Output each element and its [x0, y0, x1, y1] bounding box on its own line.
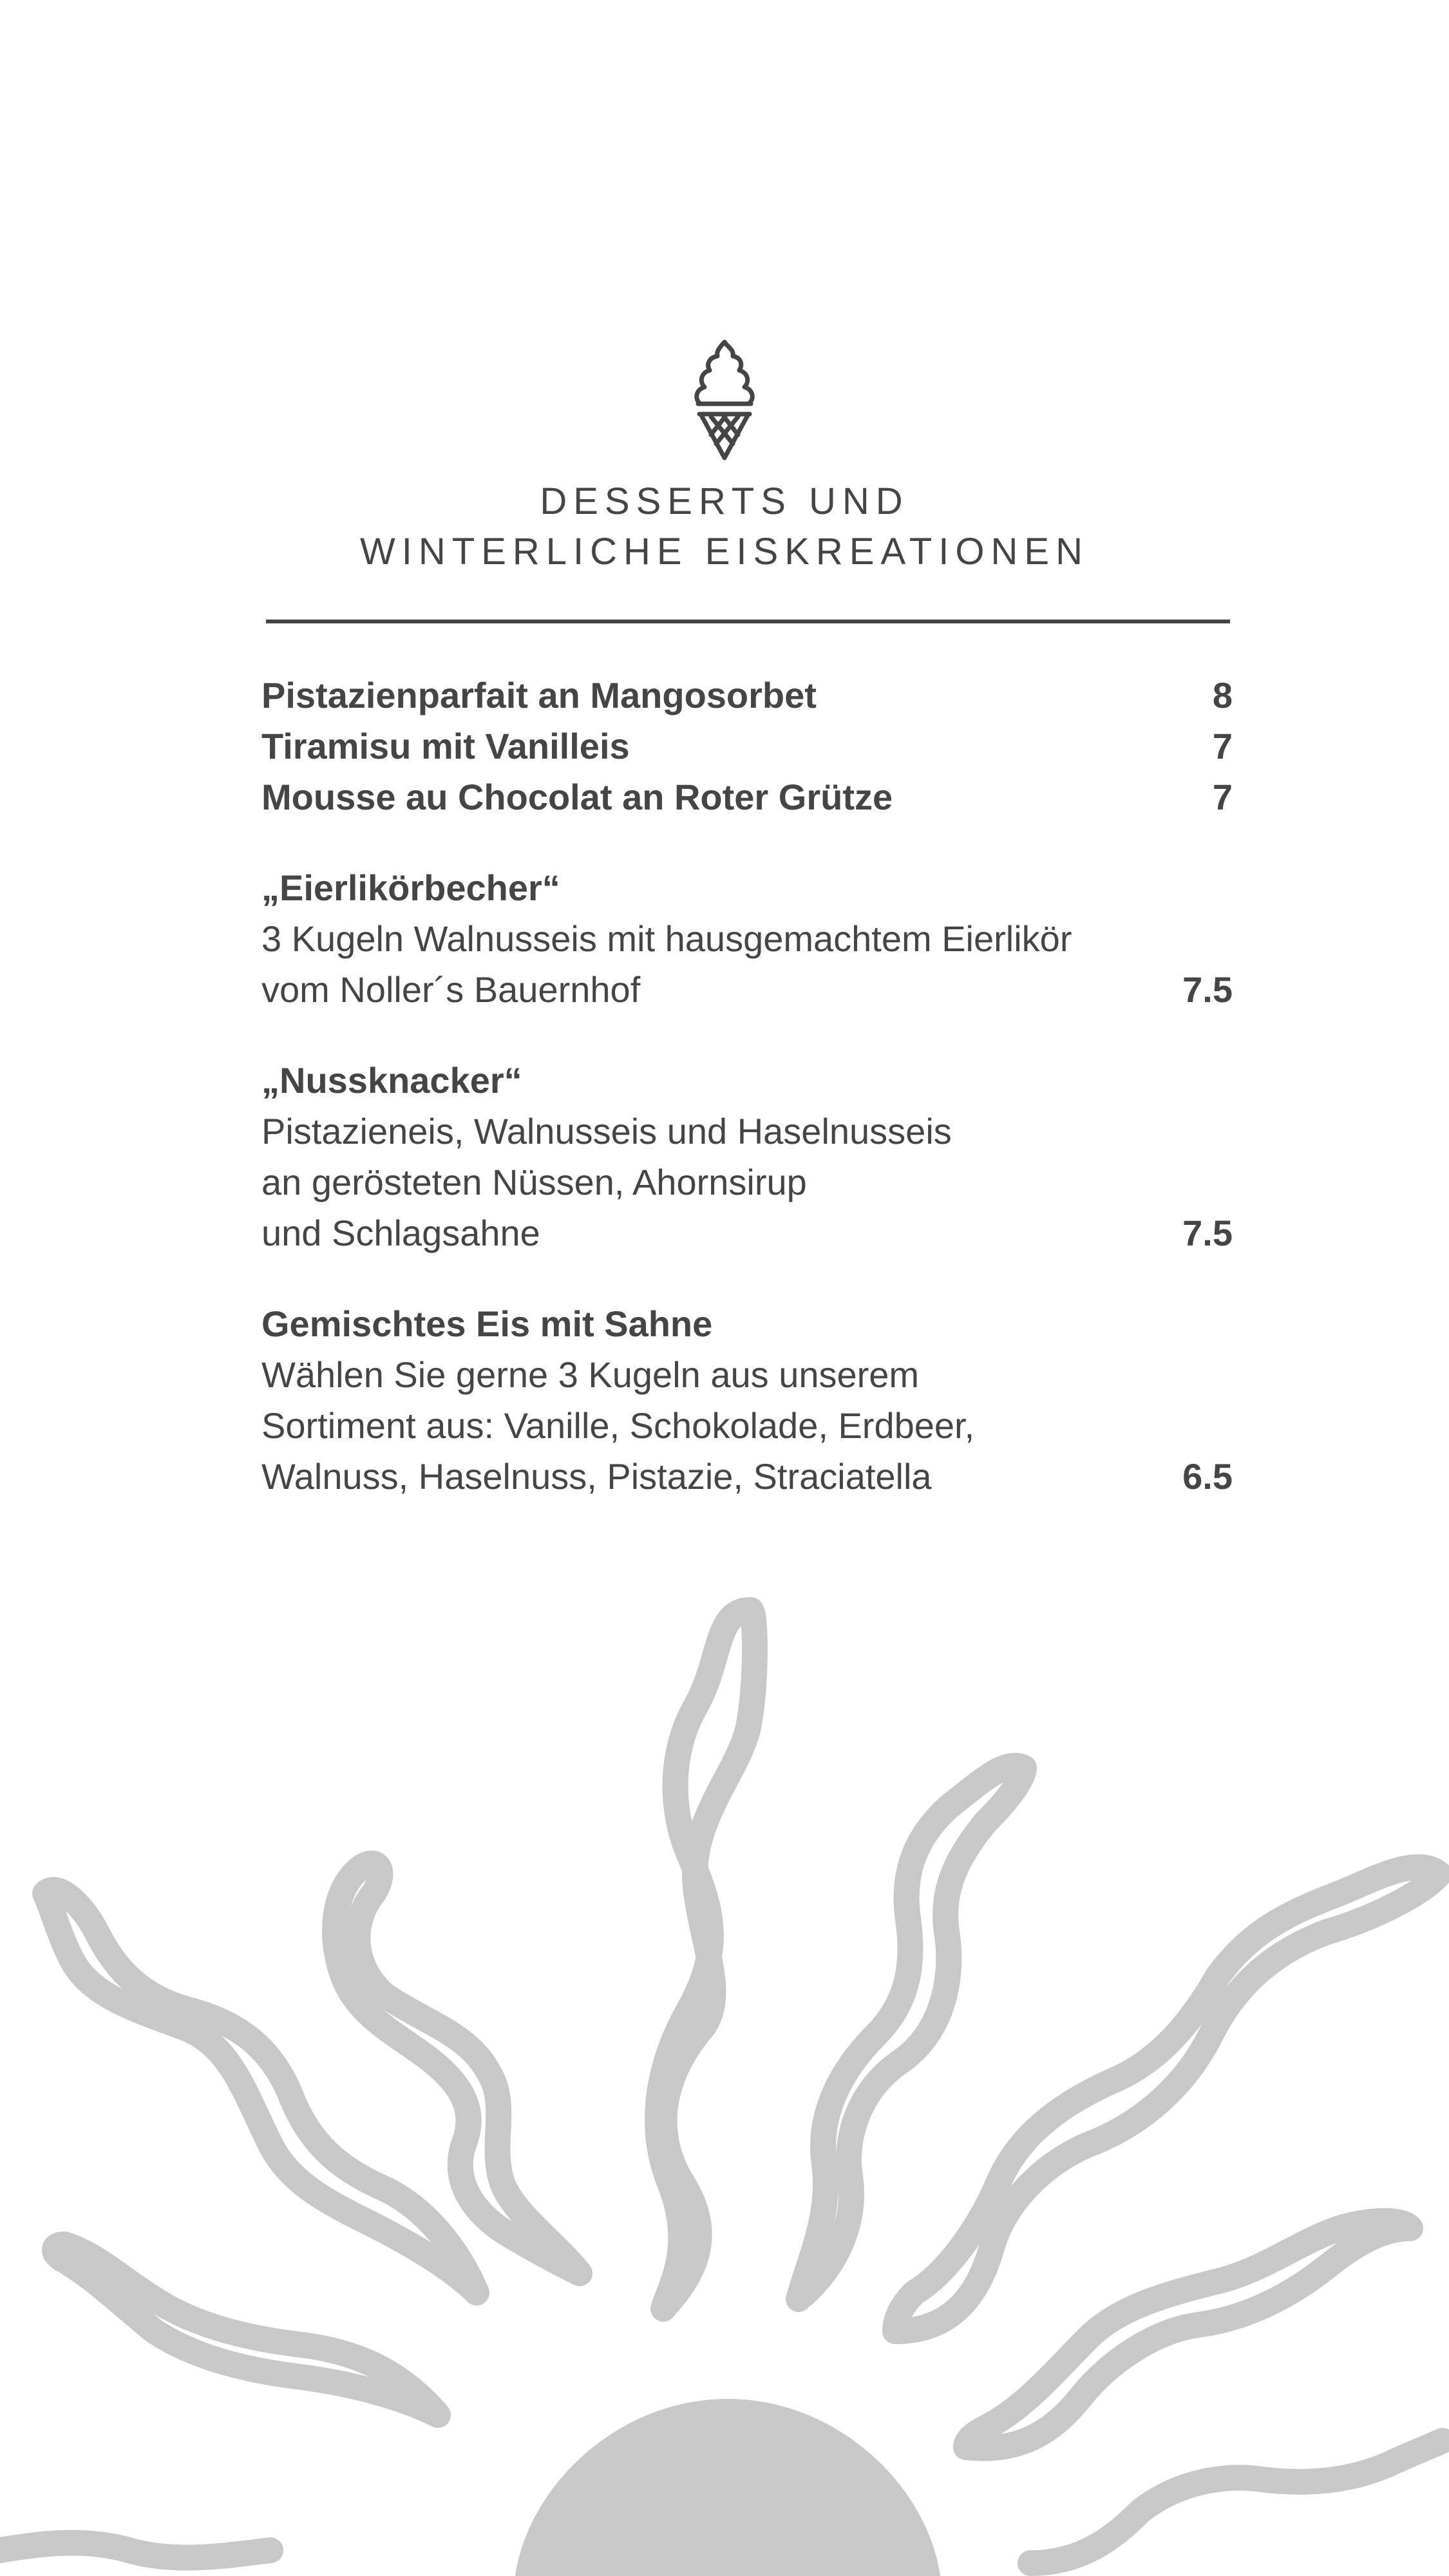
special-name: „Nussknacker“	[261, 1060, 522, 1101]
special-description-line: Sortiment aus: Vanille, Schokolade, Erdbeer,	[261, 1405, 975, 1446]
special-name: „Eierlikörbecher“	[261, 867, 560, 908]
special-price: 6.5	[1182, 1456, 1233, 1497]
special-description-line: Walnuss, Haselnuss, Pistazie, Straciatella 6.5	[261, 1451, 1233, 1502]
special-title	[261, 1055, 1233, 1106]
menu-item-name: Mousse au Chocolat an Roter Grütze	[261, 777, 893, 817]
menu-list	[261, 670, 1233, 1502]
special-title	[261, 862, 1233, 913]
menu-item-price: 7	[1212, 777, 1233, 817]
special-name: Gemischtes Eis mit Sahne	[261, 1303, 713, 1344]
ice-cream-cone-icon	[689, 338, 760, 460]
section-title-line1: DESSERTS UND	[540, 480, 909, 522]
special-title	[261, 1298, 1233, 1349]
menu-item	[261, 721, 1233, 772]
special-description-line: vom Noller´s Bauernhof 7.5	[261, 964, 1233, 1015]
section-title-line2: WINTERLICHE EISKREATIONEN	[360, 531, 1089, 573]
menu-item-name: Tiramisu mit Vanilleis	[261, 726, 630, 766]
special-description-line: Wählen Sie gerne 3 Kugeln aus unserem	[261, 1354, 920, 1395]
special-description-line: an gerösteten Nüssen, Ahornsirup	[261, 1162, 807, 1202]
sun-icon	[0, 1584, 1449, 2576]
special-description-line: und Schlagsahne 7.5	[261, 1208, 1233, 1258]
special-price: 7.5	[1182, 969, 1233, 1010]
menu-item-price: 7	[1212, 726, 1233, 766]
special-price: 7.5	[1182, 1213, 1233, 1253]
special-description-line: Pistazieneis, Walnusseis und Haselnusseis	[261, 1111, 952, 1151]
menu-item	[261, 670, 1233, 721]
divider	[266, 620, 1230, 623]
special-description-line: 3 Kugeln Walnusseis mit hausgemachtem Eierlikör	[261, 918, 1072, 959]
menu-item-price: 8	[1212, 675, 1233, 715]
menu-item	[261, 772, 1233, 822]
menu-item-name: Pistazienparfait an Mangosorbet	[261, 675, 817, 715]
